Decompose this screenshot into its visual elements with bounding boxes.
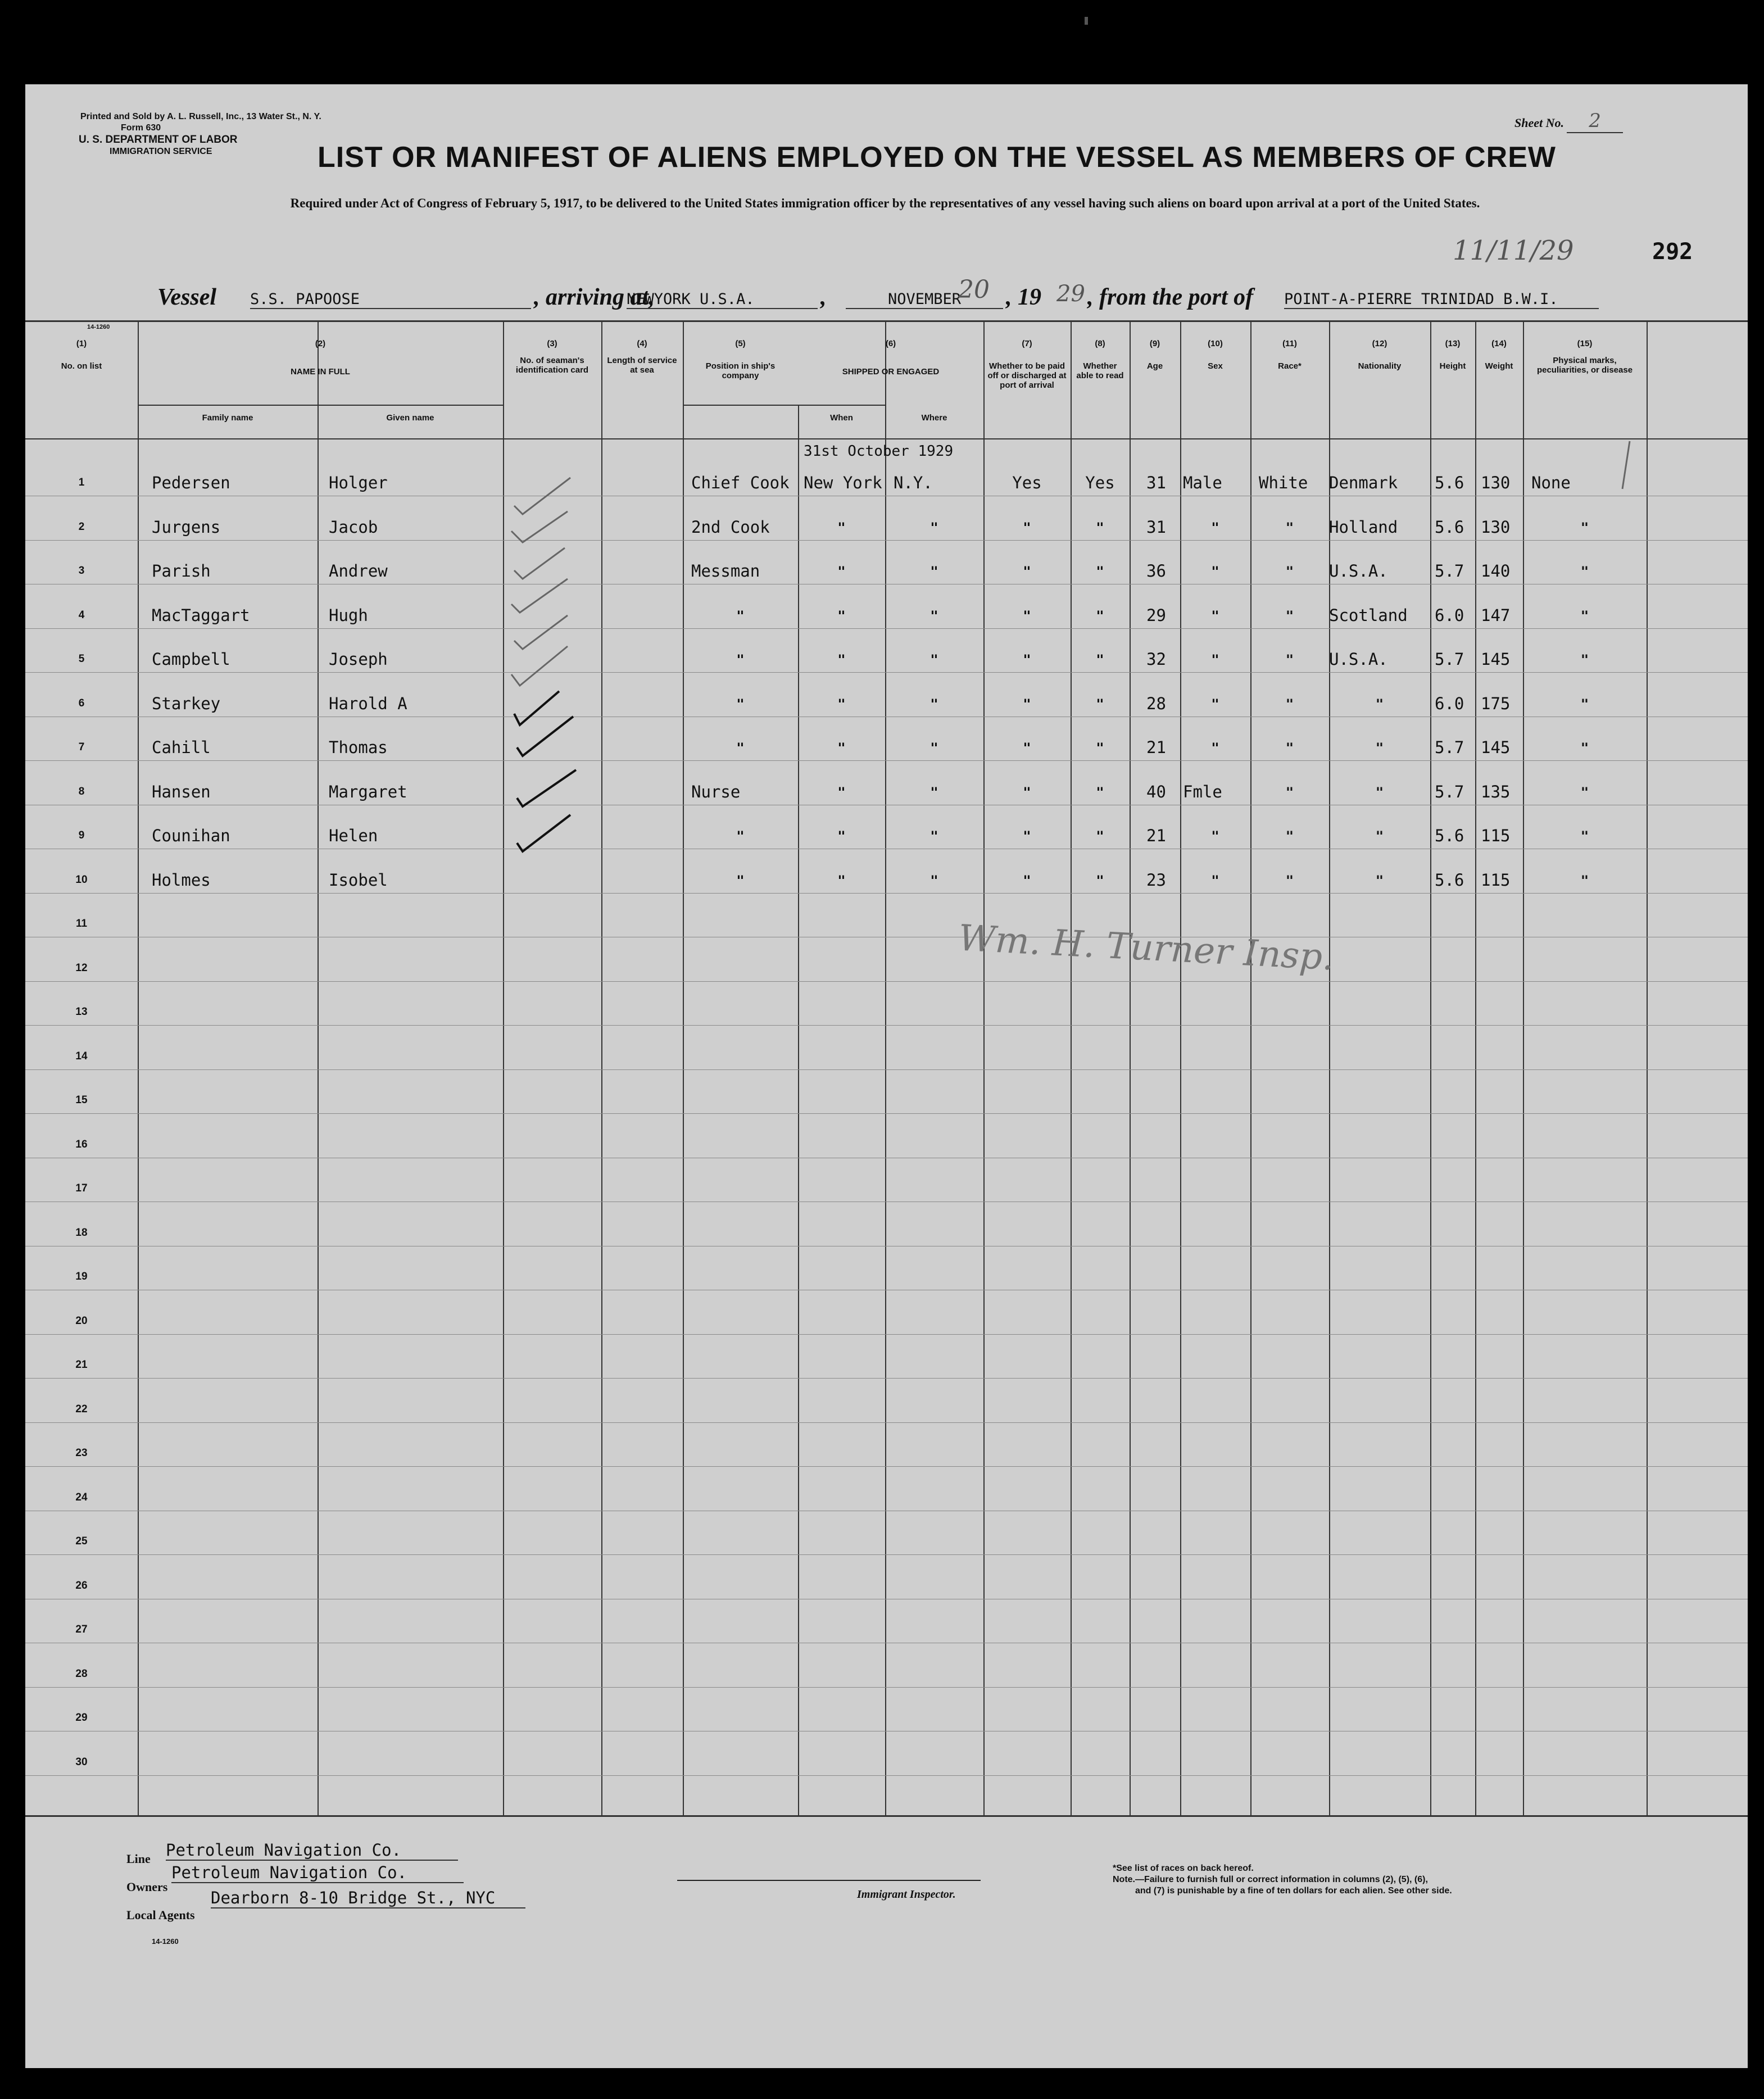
row-number: 24 <box>75 1491 88 1503</box>
cell-age: 28 <box>1146 694 1166 713</box>
column-number: (3) <box>547 339 557 348</box>
row-divider <box>25 981 1748 982</box>
row-number: 26 <box>75 1580 88 1592</box>
cell-age: 29 <box>1146 606 1166 625</box>
cell-sex: Fmle <box>1183 782 1222 801</box>
checkmark <box>514 548 565 579</box>
table-bottom-border <box>25 1815 1748 1817</box>
cell-when: " <box>837 696 846 712</box>
cell-race: " <box>1285 873 1294 888</box>
cell-when: " <box>837 785 846 800</box>
column-divider <box>1329 322 1330 1815</box>
column-number: (1) <box>76 339 87 348</box>
cell-race: " <box>1285 828 1294 844</box>
column-divider <box>1071 322 1072 1815</box>
id-card-checkmarks <box>503 410 604 871</box>
cell-position: " <box>736 652 745 668</box>
cell-read: " <box>1096 520 1104 536</box>
cell-when: " <box>837 652 846 668</box>
cell-age: 21 <box>1146 738 1166 757</box>
checkmark <box>514 478 570 514</box>
column-divider <box>1130 322 1131 1815</box>
department-label: U. S. DEPARTMENT OF LABOR <box>79 134 238 146</box>
cell-sex: " <box>1211 740 1219 756</box>
cell-position: " <box>736 696 745 712</box>
owners-label: Owners <box>126 1880 168 1894</box>
sheet-label: Sheet No. <box>1514 116 1564 130</box>
comma-separator: , <box>820 284 827 310</box>
cell-given: Margaret <box>329 782 407 801</box>
cell-age: 23 <box>1146 871 1166 890</box>
cell-height: 5.7 <box>1435 561 1464 581</box>
cell-age: 31 <box>1146 518 1166 537</box>
cell-given: Helen <box>329 826 378 845</box>
column-header-c4: Length of service at sea <box>607 356 677 375</box>
cell-weight: 115 <box>1481 826 1511 845</box>
cell-family: Parish <box>152 561 211 581</box>
cell-race: " <box>1285 652 1294 668</box>
cell-when: " <box>837 873 846 888</box>
row-number: 25 <box>75 1535 88 1547</box>
cell-age: 32 <box>1146 650 1166 669</box>
cell-nationality: " <box>1375 696 1384 712</box>
column-header-c2: NAME IN FULL <box>291 367 350 377</box>
cell-race: " <box>1285 564 1294 579</box>
cell-marks: " <box>1580 608 1589 624</box>
cell-height: 5.6 <box>1435 473 1464 492</box>
cell-nationality: " <box>1375 740 1384 756</box>
cell-weight: 175 <box>1481 694 1511 713</box>
cell-family: Campbell <box>152 650 230 669</box>
cell-nationality: " <box>1375 828 1384 844</box>
arrival-day: 20 <box>958 275 990 304</box>
cell-sex: " <box>1211 652 1219 668</box>
year-suffix: 29 <box>1056 281 1085 307</box>
cell-family: MacTaggart <box>152 606 250 625</box>
cell-nationality: Scotland <box>1329 606 1408 625</box>
column-header-c9: Age <box>1146 361 1163 371</box>
cell-nationality: " <box>1375 873 1384 888</box>
cell-marks: " <box>1580 520 1589 536</box>
cell-paid: " <box>1023 696 1031 712</box>
cell-given: Thomas <box>329 738 388 757</box>
cell-where: " <box>930 520 938 536</box>
row-divider <box>25 1378 1748 1379</box>
sheet-value: 2 <box>1567 110 1623 133</box>
row-number: 3 <box>78 565 85 577</box>
cell-when: " <box>837 564 846 579</box>
cell-where: " <box>930 873 938 888</box>
cell-weight: 130 <box>1481 473 1511 492</box>
cell-sex: " <box>1211 608 1219 624</box>
column-divider <box>683 322 684 1815</box>
row-number: 5 <box>78 653 85 665</box>
checkmark <box>517 717 573 756</box>
row-number: 20 <box>75 1315 88 1327</box>
cell-when: " <box>837 740 846 756</box>
cell-when: " <box>837 520 846 536</box>
row-divider <box>25 1422 1748 1423</box>
cell-height: 5.7 <box>1435 650 1464 669</box>
cell-read: " <box>1096 740 1104 756</box>
cell-sex: " <box>1211 696 1219 712</box>
line-value: Petroleum Navigation Co. <box>166 1840 458 1861</box>
row-divider <box>25 1334 1748 1335</box>
cell-height: 5.6 <box>1435 826 1464 845</box>
manifest-page <box>25 84 1748 2068</box>
column-header-c14: Weight <box>1485 361 1513 371</box>
row-divider <box>25 893 1748 894</box>
column-header-when: When <box>830 413 853 423</box>
cell-height: 5.6 <box>1435 871 1464 890</box>
cell-weight: 130 <box>1481 518 1511 537</box>
column-number: (12) <box>1372 339 1387 348</box>
cell-nationality: U.S.A. <box>1329 561 1388 581</box>
service-label: IMMIGRATION SERVICE <box>110 147 212 156</box>
cell-read: " <box>1096 873 1104 888</box>
cell-weight: 115 <box>1481 871 1511 890</box>
handwritten-date: 11/11/29 <box>1453 235 1574 266</box>
row-number: 21 <box>75 1359 88 1371</box>
vessel-name: S.S. PAPOOSE <box>250 291 531 309</box>
cell-paid: " <box>1023 608 1031 624</box>
agents-value: Dearborn 8-10 Bridge St., NYC <box>211 1888 525 1908</box>
cell-family: Counihan <box>152 826 230 845</box>
shipped-date: 31st October 1929 <box>804 443 954 460</box>
column-header-given: Given name <box>386 413 434 423</box>
cell-family: Pedersen <box>152 473 230 492</box>
row-number: 7 <box>78 741 85 753</box>
column-divider <box>1523 322 1524 1815</box>
cell-marks: " <box>1580 564 1589 579</box>
cell-position: " <box>736 740 745 756</box>
column-number: (14) <box>1491 339 1507 348</box>
column-header-c1: No. on list <box>61 361 102 371</box>
checkmark <box>517 770 576 806</box>
cell-position: " <box>736 608 745 624</box>
cell-paid: " <box>1023 564 1031 579</box>
line-label: Line <box>126 1852 151 1866</box>
column-header-c6: SHIPPED OR ENGAGED <box>842 367 940 377</box>
row-divider <box>25 1466 1748 1467</box>
table-form-code: 14-1260 <box>87 324 110 330</box>
row-divider <box>25 1554 1748 1555</box>
column-divider <box>318 405 319 1815</box>
table-top-border <box>25 320 1748 322</box>
cell-family: Jurgens <box>152 518 221 537</box>
row-number: 11 <box>75 918 88 930</box>
penalty-note: Note.—Failure to furnish full or correct information in columns (2), (5), (6), <box>1113 1875 1428 1884</box>
requirement-text: Required under Act of Congress of February 5, 1917, to be delivered to the United States immigration officer by the representatives of any vessel having such aliens on board upon arrival at a port of the United States. <box>290 196 1480 210</box>
arrival-month: NOVEMBER <box>846 291 1003 309</box>
cell-read: " <box>1096 785 1104 800</box>
cell-paid: " <box>1023 652 1031 668</box>
cell-given: Jacob <box>329 518 378 537</box>
column-number: (15) <box>1577 339 1593 348</box>
cell-sex: " <box>1211 873 1219 888</box>
cell-race: " <box>1285 785 1294 800</box>
page-edge-mark <box>1085 17 1088 25</box>
form-number: Form 630 <box>121 123 161 133</box>
cell-when: New York <box>804 473 882 492</box>
checkmark <box>514 691 559 725</box>
arriving-port: NEWYORK U.S.A. <box>627 291 818 309</box>
cell-weight: 147 <box>1481 606 1511 625</box>
owners-value: Petroleum Navigation Co. <box>171 1863 464 1883</box>
cell-read: " <box>1096 608 1104 624</box>
cell-sex: " <box>1211 564 1219 579</box>
origin-port: POINT-A-PIERRE TRINIDAD B.W.I. <box>1284 291 1599 309</box>
cell-weight: 145 <box>1481 650 1511 669</box>
penalty-note-cont: and (7) is punishable by a fine of ten dollars for each alien. See other side. <box>1135 1886 1452 1896</box>
cell-sex: " <box>1211 520 1219 536</box>
row-divider <box>25 760 1748 761</box>
header-divider <box>138 405 503 406</box>
column-header-c7: Whether to be paid off or discharged at port of arrival <box>987 361 1067 390</box>
row-number: 16 <box>75 1139 88 1150</box>
cell-marks: " <box>1580 785 1589 800</box>
cell-marks: None <box>1531 473 1571 492</box>
row-number: 10 <box>75 874 88 886</box>
row-divider <box>25 540 1748 541</box>
from-port-label: , from the port of <box>1087 284 1254 310</box>
cell-weight: 140 <box>1481 561 1511 581</box>
row-number: 29 <box>75 1712 88 1724</box>
row-divider <box>25 628 1748 629</box>
cell-height: 6.0 <box>1435 694 1464 713</box>
checkmark <box>517 815 570 851</box>
cell-read: Yes <box>1085 473 1115 492</box>
row-number: 6 <box>78 697 85 709</box>
printer-line: Printed and Sold by A. L. Russell, Inc., 13 Water St., N. Y. <box>80 112 321 121</box>
checkmark <box>514 615 568 649</box>
row-number: 23 <box>75 1447 88 1459</box>
footer-form-code: 14-1260 <box>152 1937 179 1946</box>
cell-age: 21 <box>1146 826 1166 845</box>
row-number: 1 <box>78 477 85 488</box>
column-header-family: Family name <box>202 413 253 423</box>
cell-weight: 145 <box>1481 738 1511 757</box>
cell-where: " <box>930 608 938 624</box>
cell-read: " <box>1096 828 1104 844</box>
column-divider <box>1475 322 1476 1815</box>
column-divider <box>1180 322 1181 1815</box>
column-number: (5) <box>735 339 746 348</box>
column-header-c11: Race* <box>1278 361 1302 371</box>
cell-nationality: " <box>1375 785 1384 800</box>
cell-paid: " <box>1023 740 1031 756</box>
header-bottom-border <box>25 438 1748 439</box>
row-number: 30 <box>75 1756 88 1768</box>
cell-paid: " <box>1023 520 1031 536</box>
row-number: 2 <box>78 521 85 533</box>
cell-family: Holmes <box>152 871 211 890</box>
column-header-c10: Sex <box>1208 361 1223 371</box>
column-header-c5: Position in ship's company <box>705 361 776 380</box>
cell-given: Joseph <box>329 650 388 669</box>
cell-race: " <box>1285 696 1294 712</box>
row-number: 8 <box>78 786 85 797</box>
cell-given: Isobel <box>329 871 388 890</box>
cell-given: Andrew <box>329 561 388 581</box>
row-number: 15 <box>75 1094 88 1106</box>
cell-family: Starkey <box>152 694 221 713</box>
checkmark <box>511 579 568 613</box>
cell-sex: Male <box>1183 473 1222 492</box>
cell-marks: " <box>1580 652 1589 668</box>
cell-family: Cahill <box>152 738 211 757</box>
cell-weight: 135 <box>1481 782 1511 801</box>
cell-when: " <box>837 828 846 844</box>
cell-given: Holger <box>329 473 388 492</box>
sheet-number <box>1514 110 1623 133</box>
cell-paid: " <box>1023 873 1031 888</box>
cell-read: " <box>1096 652 1104 668</box>
row-number: 27 <box>75 1624 88 1635</box>
row-number: 9 <box>78 829 85 841</box>
row-number: 17 <box>75 1182 88 1194</box>
inspector-label: Immigrant Inspector. <box>857 1888 956 1901</box>
row-number: 12 <box>75 962 88 974</box>
row-divider <box>25 1025 1748 1026</box>
row-divider <box>25 1687 1748 1688</box>
cell-age: 40 <box>1146 782 1166 801</box>
agents-label: Local Agents <box>126 1908 195 1922</box>
cell-race: " <box>1285 608 1294 624</box>
inspector-signature: Wm. H. Turner Insp. <box>957 917 1335 979</box>
cell-position: Messman <box>691 561 760 581</box>
cell-position: 2nd Cook <box>691 518 770 537</box>
cell-position: Nurse <box>691 782 741 801</box>
cell-read: " <box>1096 564 1104 579</box>
cell-height: 5.7 <box>1435 738 1464 757</box>
row-number: 28 <box>75 1668 88 1680</box>
cell-nationality: Holland <box>1329 518 1398 537</box>
cell-marks: " <box>1580 696 1589 712</box>
row-number: 4 <box>78 609 85 621</box>
cell-height: 6.0 <box>1435 606 1464 625</box>
margin-tick <box>1616 438 1638 495</box>
row-number: 18 <box>75 1227 88 1239</box>
cell-position: " <box>736 873 745 888</box>
column-divider <box>885 322 886 1815</box>
cell-age: 36 <box>1146 561 1166 581</box>
column-number: (9) <box>1149 339 1160 348</box>
cell-where: " <box>930 696 938 712</box>
cell-race: " <box>1285 520 1294 536</box>
column-number: (8) <box>1095 339 1105 348</box>
cell-where: " <box>930 828 938 844</box>
column-number: (7) <box>1022 339 1032 348</box>
cell-where: " <box>930 740 938 756</box>
column-divider <box>1250 322 1251 1815</box>
cell-race: " <box>1285 740 1294 756</box>
cell-height: 5.6 <box>1435 518 1464 537</box>
column-header-c3: No. of seaman's identification card <box>515 356 589 375</box>
stamp-number: 292 <box>1652 239 1693 265</box>
vessel-label: Vessel <box>157 284 216 310</box>
cell-where: " <box>930 652 938 668</box>
column-number: (10) <box>1208 339 1223 348</box>
row-number: 13 <box>75 1006 88 1018</box>
column-divider <box>138 322 139 1815</box>
cell-race: White <box>1259 473 1308 492</box>
cell-when: " <box>837 608 846 624</box>
cell-height: 5.7 <box>1435 782 1464 801</box>
year-prefix: , 19 <box>1006 284 1041 310</box>
cell-marks: " <box>1580 740 1589 756</box>
cell-sex: " <box>1211 828 1219 844</box>
cell-paid: " <box>1023 785 1031 800</box>
column-header-c13: Height <box>1439 361 1466 371</box>
cell-where: " <box>930 564 938 579</box>
cell-paid: " <box>1023 828 1031 844</box>
cell-position: Chief Cook <box>691 473 790 492</box>
cell-nationality: Denmark <box>1329 473 1398 492</box>
cell-where: " <box>930 785 938 800</box>
row-number: 19 <box>75 1271 88 1282</box>
cell-position: " <box>736 828 745 844</box>
arriving-label: , arriving at, <box>534 284 655 310</box>
column-header-c8: Whether able to read <box>1076 361 1124 380</box>
cell-marks: " <box>1580 873 1589 888</box>
column-header-c12: Nationality <box>1358 361 1402 371</box>
column-number: (11) <box>1282 339 1297 348</box>
column-divider <box>1647 322 1648 1815</box>
column-header-c15: Physical marks, peculiarities, or disease <box>1536 356 1633 375</box>
row-divider <box>25 1113 1748 1114</box>
column-number: (4) <box>637 339 647 348</box>
checkmark <box>511 646 568 686</box>
row-divider <box>25 1775 1748 1776</box>
row-number: 22 <box>75 1403 88 1415</box>
row-number: 14 <box>75 1050 88 1062</box>
cell-age: 31 <box>1146 473 1166 492</box>
document-title: LIST OR MANIFEST OF ALIENS EMPLOYED ON THE VESSEL AS MEMBERS OF CREW <box>318 141 1556 174</box>
header-divider <box>683 405 885 406</box>
cell-where: N.Y. <box>894 473 933 492</box>
column-number: (13) <box>1445 339 1461 348</box>
races-note: *See list of races on back hereof. <box>1113 1864 1254 1873</box>
row-divider <box>25 672 1748 673</box>
cell-given: Harold A <box>329 694 407 713</box>
cell-read: " <box>1096 696 1104 712</box>
row-divider <box>25 1069 1748 1070</box>
checkmark <box>511 511 568 542</box>
column-number: (6) <box>885 339 896 348</box>
cell-family: Hansen <box>152 782 211 801</box>
cell-marks: " <box>1580 828 1589 844</box>
column-divider <box>1430 322 1431 1815</box>
column-header-where: Where <box>921 413 947 423</box>
cell-given: Hugh <box>329 606 368 625</box>
inspector-signature-line <box>677 1880 981 1881</box>
cell-nationality: U.S.A. <box>1329 650 1388 669</box>
column-number: (2) <box>315 339 326 348</box>
cell-paid: Yes <box>1012 473 1042 492</box>
column-divider <box>983 322 985 1815</box>
